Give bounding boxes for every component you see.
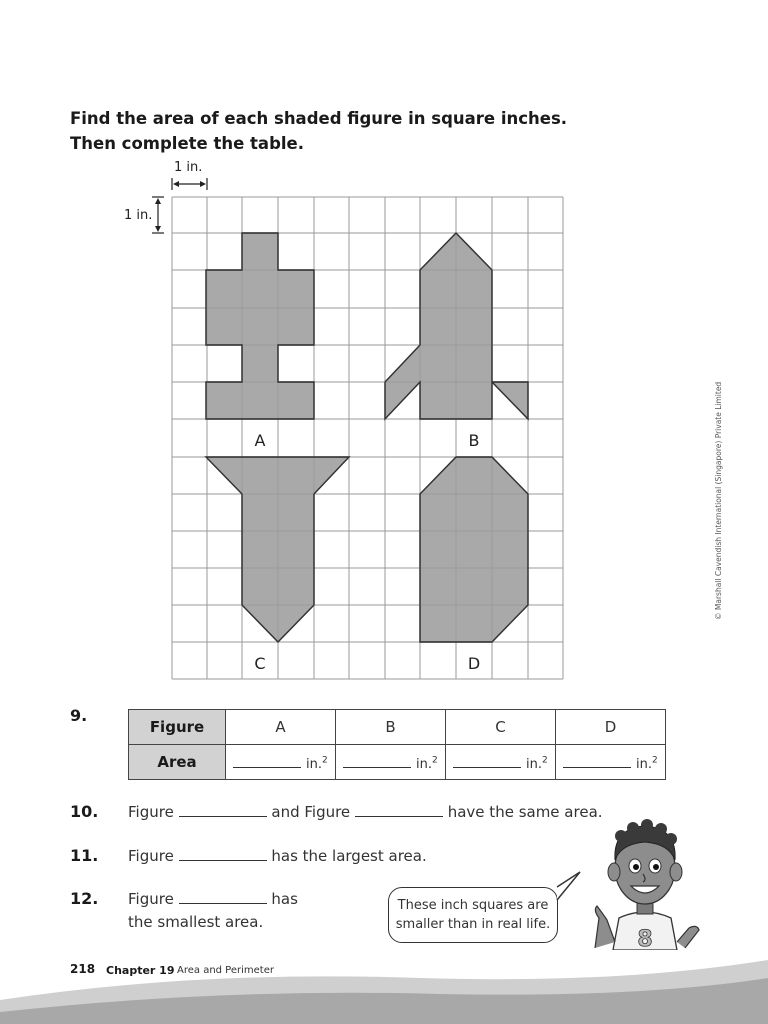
q11-part2: has the largest area. [271,847,427,865]
area-answer-c[interactable] [446,745,556,780]
figure-a-label: A [254,431,266,450]
question-12-number: 12. [70,889,99,908]
table-header-area: Area [129,745,226,780]
q12-blank[interactable] [179,889,267,904]
footer-wave [0,940,768,1024]
question-11-number: 11. [70,846,99,865]
copyright-notice [712,381,723,620]
table-cell-figure-c: C [446,710,556,745]
answer-blank[interactable] [563,753,631,768]
speech-bubble-tail [550,870,590,910]
answer-blank[interactable] [343,753,411,768]
copyright-text: © Marshall Cavendish International (Singapore) Private Limited [714,381,723,620]
unit-text: in. [306,756,323,772]
answer-blank[interactable] [233,753,301,768]
svg-text:8: 8 [637,927,653,950]
table-row-area [129,745,666,780]
vertical-dimension-arrow [152,197,164,233]
table-cell-figure-b: B [336,710,446,745]
question-10-text [128,802,603,821]
table-row-figure [129,710,666,745]
table-cell-figure-d: D [556,710,666,745]
unit-exponent: 2 [652,755,658,766]
question-12-text-line1 [128,889,298,908]
question-11-text [128,846,427,865]
table-cell-figure-a: A [226,710,336,745]
speech-bubble [388,887,558,943]
figure-c-label: C [254,654,266,673]
question-10-number: 10. [70,802,99,821]
chapter-label: Chapter 19 [106,964,175,977]
unit-text: in. [636,756,653,772]
area-table [128,709,666,780]
area-answer-a[interactable] [226,745,336,780]
unit-exponent: 2 [542,755,548,766]
q12-part2: has [271,890,298,908]
horizontal-dimension-arrow [172,178,207,190]
area-answer-d[interactable] [556,745,666,780]
q10-blank-2[interactable] [355,802,443,817]
figure-b-label: B [468,431,480,450]
q10-part2: and Figure [271,803,351,821]
q10-part1: Figure [128,803,174,821]
unit-exponent: 2 [432,755,438,766]
q10-blank-1[interactable] [179,802,267,817]
instruction-line-1: Find the area of each shaded figure in square inches. [70,109,568,128]
speech-bubble-line-1: These inch squares are [397,898,549,913]
figure-a-shape [206,233,314,419]
area-answer-b[interactable] [336,745,446,780]
q12-part1: Figure [128,890,174,908]
unit-label-horizontal: 1 in. [174,160,203,175]
unit-exponent: 2 [322,755,328,766]
answer-blank[interactable] [453,753,521,768]
table-header-figure: Figure [129,710,226,745]
figure-d-shape [420,457,528,642]
boy-character-illustration [585,810,705,950]
page-number: 218 [70,962,96,976]
q11-part1: Figure [128,847,174,865]
q11-blank[interactable] [179,846,267,861]
unit-text: in. [416,756,433,772]
unit-text: in. [526,756,543,772]
speech-bubble-line-2: smaller than in real life. [395,917,551,932]
unit-label-vertical: 1 in. [124,208,153,223]
question-12-text-line2: the smallest area. [128,913,264,931]
q10-part3: have the same area. [447,803,603,821]
chapter-title: Area and Perimeter [177,965,274,976]
figure-d-label: D [467,654,481,673]
instruction-line-2: Then complete the table. [70,134,304,153]
question-9-number: 9. [70,706,88,725]
